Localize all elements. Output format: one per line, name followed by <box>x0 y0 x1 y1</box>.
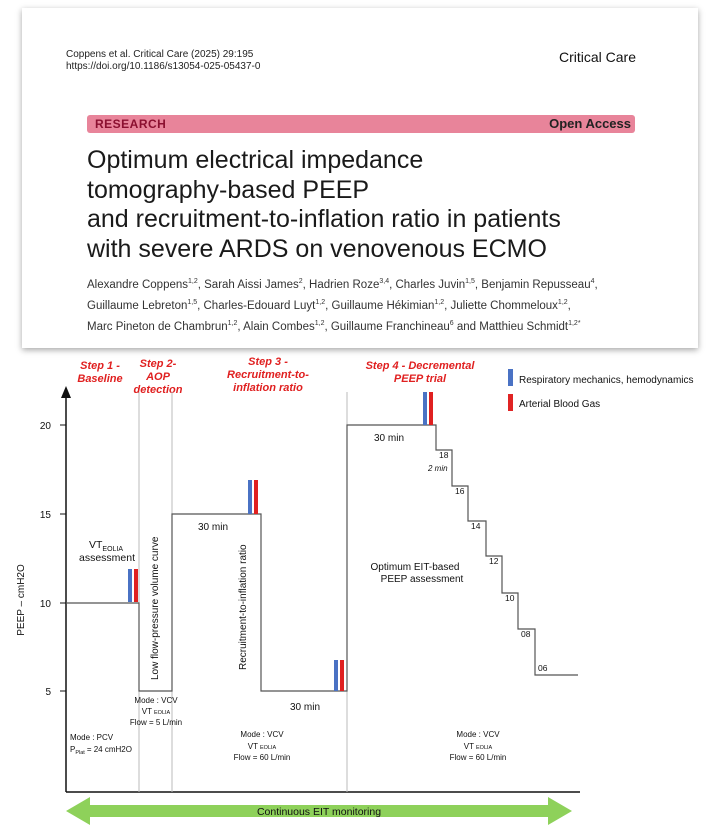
title-line: with severe ARDS on venovenous ECMO <box>87 234 547 263</box>
vt-assessment-label: $VT_{EOLIA}$ <box>89 539 124 553</box>
step2-title-a: Step 2- <box>139 358 177 370</box>
mode-vcv-2-flow: Flow = 60 L/min <box>233 753 291 762</box>
measurement-marker <box>334 660 344 691</box>
duration-label: 30 min <box>290 702 321 713</box>
optimum-label-2: PEEP assessment <box>380 574 464 585</box>
mode-vcv-3-flow: Flow = 60 L/min <box>449 753 507 762</box>
mode-vcv-1-flow: Flow = 5 L/min <box>129 718 183 727</box>
step3-title-c: inflation ratio <box>233 382 303 394</box>
peep-step-label: 16 <box>455 486 465 496</box>
legend-blue-swatch <box>508 369 513 386</box>
y-axis-label: PEEP – cmH2O <box>16 564 27 636</box>
y-tick-label: 5 <box>45 687 51 698</box>
mode-vcv-3-vt: VT EOLIA <box>463 742 493 751</box>
mode-vcv-2: Mode : VCV <box>240 730 284 739</box>
pplat-label: $P_{Plat} = 24$ cmH2O <box>70 745 132 756</box>
y-tick-label: 10 <box>39 599 51 610</box>
mode-vcv-2-vt: VT EOLIA <box>247 742 277 751</box>
step4-title-a: Step 4 - Decremental <box>365 360 475 372</box>
step-duration-label: 2 min <box>428 464 448 473</box>
step1-title-a: Step 1 - <box>80 360 120 372</box>
y-tick-label: 20 <box>39 421 51 432</box>
mode-pcv-label: Mode : PCV <box>70 733 114 742</box>
recruitment-vertical-label: Recruitment-to-inflation ratio <box>238 544 249 670</box>
step2-title-b: AOP <box>146 371 170 383</box>
low-flow-label: Low flow-pressure volume curve <box>150 536 161 680</box>
vt-assessment-label-2: assessment <box>79 552 136 564</box>
peep-step-label: 10 <box>505 593 515 603</box>
doi-link[interactable]: https://doi.org/10.1186/s13054-025-05437-0 <box>66 61 261 72</box>
duration-label: 30 min <box>198 522 229 533</box>
title-line: tomography-based PEEP <box>87 175 370 204</box>
peep-trace <box>66 425 578 691</box>
measurement-marker <box>248 480 258 514</box>
title-line: and recruitment-to-inflation ratio in patients <box>87 205 561 233</box>
step2-title-c: detection <box>133 384 183 396</box>
optimum-label-1: Optimum EIT-based <box>370 562 460 573</box>
eit-monitoring-label: Continuous EIT monitoring <box>256 806 382 818</box>
peep-step-label: 14 <box>471 521 481 531</box>
y-axis-arrow <box>61 386 71 398</box>
legend-red-swatch <box>508 394 513 411</box>
duration-label: 30 min <box>374 433 405 444</box>
measurement-marker <box>423 392 433 425</box>
y-tick-label: 15 <box>39 510 51 521</box>
step3-title-b: Recruitment-to- <box>227 369 309 381</box>
peep-step-label: 08 <box>521 629 531 639</box>
author-line: Guillaume Lebreton$^{1,5}$, Charles-Edouard Luyt$^{1,2}$, Guillaume Hékimian$^{1,2}$, Juliette Chommeloux$^{1,2}$, <box>87 298 571 312</box>
research-label: RESEARCH <box>95 117 167 131</box>
legend-label-mechanics: Respiratory mechanics, hemodynamics <box>519 375 694 386</box>
mode-vcv-3: Mode : VCV <box>456 730 500 739</box>
journal-name: Critical Care <box>558 49 636 65</box>
step3-title-a: Step 3 - <box>248 356 288 368</box>
step4-title-b: PEEP trial <box>393 373 447 385</box>
peep-step-label: 06 <box>538 663 548 673</box>
author-line: Marc Pineton de Chambrun$^{1,2}$, Alain Combes$^{1,2}$, Guillaume Franchineau$^6$ and Matthieu Schmidt$^{1,2*}$ <box>87 319 581 333</box>
legend-label-abg: Arterial Blood Gas <box>519 399 601 410</box>
peep-step-label: 12 <box>489 556 499 566</box>
open-access-label: Open Access <box>549 116 631 131</box>
step1-title-b: Baseline <box>77 373 123 385</box>
peep-step-label: 18 <box>439 450 449 460</box>
author-line: Alexandre Coppens$^{1,2}$, Sarah Aissi James$^2$, Hadrien Roze$^{3,4}$, Charles Juvin$^{1,5}$, Benjamin Repusseau$^4$, <box>87 278 598 291</box>
mode-vcv-1-vt: VT EOLIA <box>141 707 171 716</box>
measurement-marker <box>128 569 138 602</box>
mode-vcv-1: Mode : VCV <box>134 696 178 705</box>
citation-line: Coppens et al. Critical Care (2025) 29:195 <box>66 49 254 60</box>
title-line: Optimum electrical impedance <box>87 146 424 174</box>
